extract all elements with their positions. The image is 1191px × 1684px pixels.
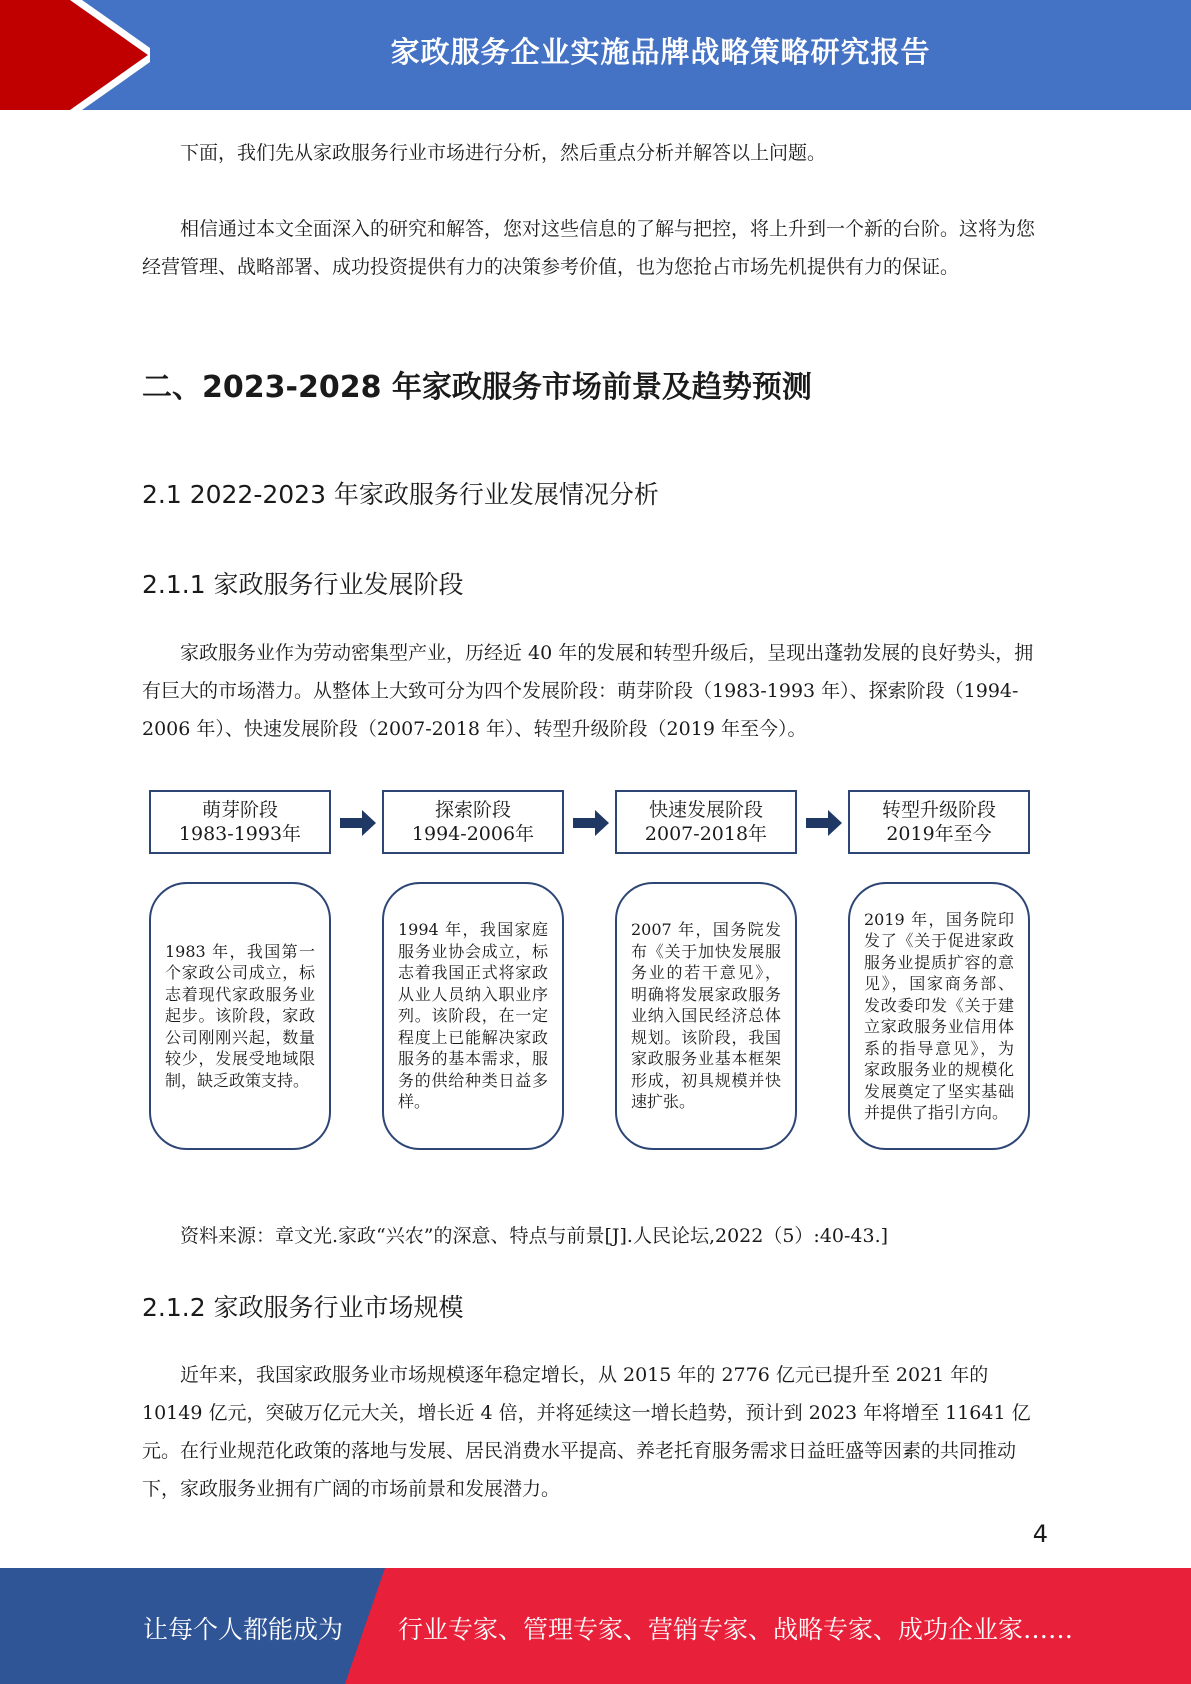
stage-period: 1994-2006年: [411, 823, 535, 845]
intro-paragraph-2: 相信通过本文全面深入的研究和解答，您对这些信息的了解与把控，将上升到一个新的台阶。这将为您经营管理、战略部署、成功投资提供有力的决策参考价值，也为您抢占市场先机提供有力的保证。: [142, 218, 1036, 278]
stage-box-2: [382, 790, 564, 854]
page-header: [0, 0, 1191, 110]
stage-box-4: [848, 790, 1030, 854]
stage-name: 转型升级阶段: [881, 799, 996, 821]
stage-card-3: [615, 882, 797, 1150]
arrow-right-icon: [573, 810, 609, 836]
stage-card-2: [382, 882, 564, 1150]
header-chevron-icon: [0, 0, 150, 110]
stage-name: 快速发展阶段: [648, 799, 763, 821]
stage-name: 探索阶段: [434, 799, 511, 821]
intro-paragraph-1: 下面，我们先从家政服务行业市场进行分析，然后重点分析并解答以上问题。: [180, 142, 827, 164]
stage-description: 1983 年，我国第一个家政公司成立，标志着现代家政服务业起步。该阶段，家政公司刚刚兴起，数量较少，发展受地域限制，缺乏政策支持。: [165, 941, 315, 1090]
subsection-heading-2-1-2: 2.1.2 家政服务行业市场规模: [142, 1293, 464, 1322]
stage-name: 萌芽阶段: [201, 799, 278, 821]
subsection-heading-2-1-1: 2.1.1 家政服务行业发展阶段: [142, 570, 464, 599]
subsection-heading-2-1: 2.1 2022-2023 年家政服务行业发展情况分析: [142, 480, 659, 509]
stages-paragraph: 家政服务业作为劳动密集型产业，历经近 40 年的发展和转型升级后，呈现出蓬勃发展的良好势头，拥有巨大的市场潜力。从整体上大致可分为四个发展阶段：萌芽阶段（1983-1993 年）、探索阶段（1994-2006 年）、快速发展阶段（2007-2018 年）、转型升级阶段（2019 年至今）。: [142, 642, 1034, 740]
stage-description: 1994 年，我国家庭服务业协会成立，标志着我国正式将家政从业人员纳入职业序列。该阶段，在一定程度上已能解决家政服务的基本需求，服务的供给种类日益多样。: [398, 920, 548, 1112]
stage-box-1: [149, 790, 331, 854]
stage-period: 2019年至今: [886, 823, 992, 845]
page-footer: [0, 1568, 1191, 1684]
source-note: 资料来源：章文光.家政“兴农”的深意、特点与前景[J].人民论坛,2022（5）:40-43.]: [180, 1225, 889, 1247]
stage-box-3: [615, 790, 797, 854]
market-scale-paragraph: 近年来，我国家政服务业市场规模逐年稳定增长，从 2015 年的 2776 亿元已提升至 2021 年的 10149 亿元，突破万亿元大关，增长近 4 倍，并将延续这一增长趋势，预计到 2023 年将增至 11641 亿元。在行业规范化政策的落地与发展、居民消费水平提高、养老托育服务需求日益旺盛等因素的共同推动下，家政服务业拥有广阔的市场前景和发展潜力。: [142, 1364, 1031, 1500]
stage-card-1: [149, 882, 331, 1150]
stage-period: 1983-1993年: [178, 823, 302, 845]
page-number: 4: [1032, 1520, 1048, 1548]
stage-card-4: [848, 882, 1030, 1150]
stage-description: 2007 年，国务院发布《关于加快发展服务业的若干意见》，明确将发展家政服务业纳入国民经济总体规划。该阶段，我国家政服务业基本框架形成，初具规模并快速扩张。: [631, 920, 781, 1112]
arrow-right-icon: [806, 810, 842, 836]
header-title: 家政服务企业实施品牌战略策略研究报告: [390, 35, 931, 69]
footer-slogan-left: 让每个人都能成为: [143, 1615, 344, 1644]
stage-description: 2019 年，国务院印发了《关于促进家政服务业提质扩容的意见》，国家商务部、发改委印发《关于建立家政服务业信用体系的指导意见》，为家政服务业的规模化发展奠定了坚实基础并提供了指引方向。: [864, 909, 1014, 1122]
section-heading: 二、2023-2028 年家政服务市场前景及趋势预测: [142, 370, 812, 405]
footer-slogan-right: 行业专家、管理专家、营销专家、战略专家、成功企业家……: [398, 1615, 1074, 1644]
arrow-right-icon: [340, 810, 376, 836]
stage-period: 2007-2018年: [644, 823, 768, 845]
